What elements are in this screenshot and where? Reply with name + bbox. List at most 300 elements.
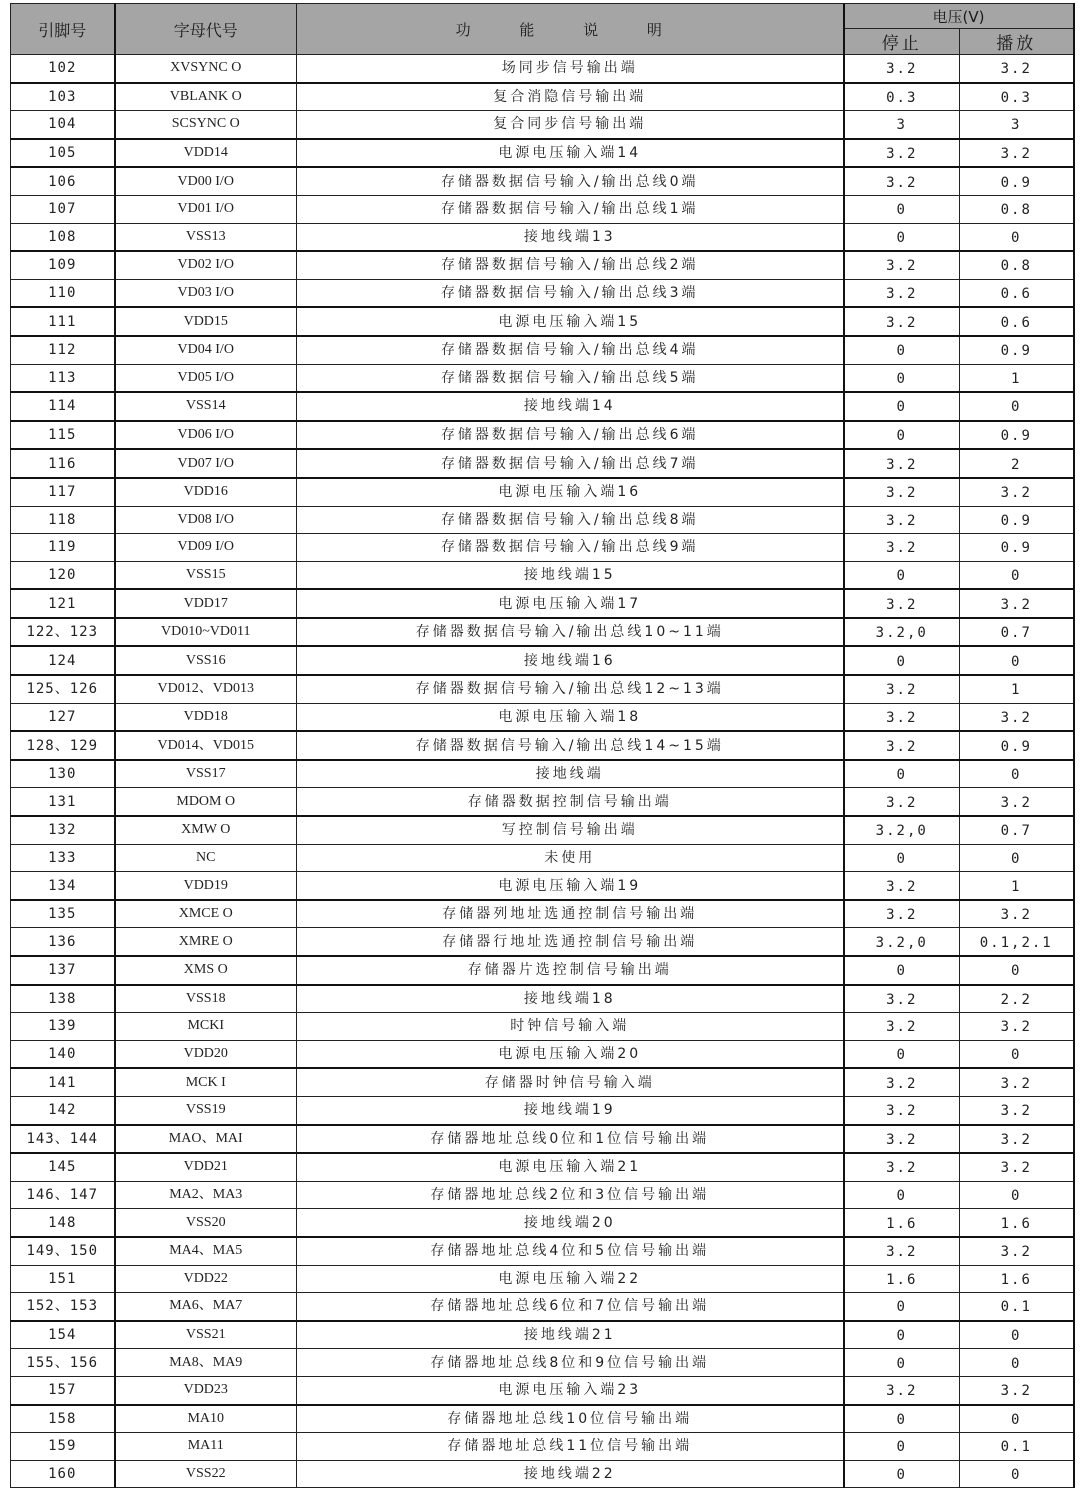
letter-code-cell: VSS19 <box>115 1096 297 1124</box>
pin-number-cell: 121 <box>11 589 115 618</box>
voltage-play-cell: 1 <box>960 364 1074 392</box>
voltage-play-cell: 3.2 <box>960 1153 1074 1181</box>
function-description-cell: 未使用 <box>297 844 844 872</box>
letter-code-cell: VD012、VD013 <box>115 675 297 703</box>
letter-code-cell: VSS21 <box>115 1321 297 1349</box>
pin-number-cell: 113 <box>11 364 115 392</box>
voltage-stop-cell: 0 <box>844 760 960 788</box>
pin-number-cell: 142 <box>11 1096 115 1124</box>
voltage-stop-cell: 0 <box>844 1433 960 1461</box>
voltage-play-cell: 0 <box>960 1040 1074 1068</box>
voltage-stop-cell: 3.2 <box>844 1013 960 1041</box>
voltage-play-cell: 3.2 <box>960 139 1074 168</box>
pin-number-cell: 145 <box>11 1153 115 1181</box>
letter-code-cell: MA10 <box>115 1405 297 1433</box>
voltage-play-cell: 1 <box>960 675 1074 703</box>
letter-code-cell: VBLANK O <box>115 83 297 111</box>
table-row <box>11 392 1074 421</box>
function-description-cell: 存储器数据信号输入/输出总线14~15端 <box>297 731 844 760</box>
function-description-cell: 接地线端21 <box>297 1321 844 1349</box>
function-description-cell: 存储器数据信号输入/输出总线9端 <box>297 534 844 562</box>
letter-code-cell: XVSYNC O <box>115 55 297 83</box>
header-function: 功 能 说 明 <box>297 4 844 55</box>
table-row <box>11 336 1074 364</box>
pin-function-table <box>10 3 1075 1488</box>
table-row <box>11 956 1074 985</box>
letter-code-cell: VD014、VD015 <box>115 731 297 760</box>
function-description-cell: 电源电压输入端14 <box>297 139 844 168</box>
pin-number-cell: 104 <box>11 111 115 139</box>
voltage-stop-cell: 3.2 <box>844 731 960 760</box>
voltage-play-cell: 1.6 <box>960 1265 1074 1293</box>
function-description-cell: 存储器地址总线6位和7位信号输出端 <box>297 1293 844 1321</box>
function-description-cell: 存储器片选控制信号输出端 <box>297 956 844 985</box>
pin-number-cell: 130 <box>11 760 115 788</box>
letter-code-cell: VSS13 <box>115 223 297 251</box>
letter-code-cell: VDD23 <box>115 1376 297 1404</box>
pin-number-cell: 119 <box>11 534 115 562</box>
function-description-cell: 接地线端22 <box>297 1460 844 1488</box>
voltage-play-cell: 2.2 <box>960 985 1074 1013</box>
function-description-cell: 电源电压输入端20 <box>297 1040 844 1068</box>
pin-number-cell: 118 <box>11 506 115 534</box>
letter-code-cell: XMS O <box>115 956 297 985</box>
voltage-play-cell: 0.8 <box>960 251 1074 279</box>
table-row <box>11 1433 1074 1461</box>
table-row <box>11 506 1074 534</box>
letter-code-cell: VDD15 <box>115 307 297 336</box>
voltage-play-cell: 0 <box>960 1181 1074 1209</box>
voltage-stop-cell: 0 <box>844 561 960 589</box>
voltage-stop-cell: 0 <box>844 336 960 364</box>
voltage-play-cell: 0.7 <box>960 618 1074 647</box>
header-voltage: 电压(V) <box>844 4 1074 29</box>
table-row <box>11 55 1074 83</box>
pin-number-cell: 105 <box>11 139 115 168</box>
pin-number-cell: 124 <box>11 646 115 675</box>
voltage-stop-cell: 3.2 <box>844 251 960 279</box>
pin-function-table-container <box>10 3 1073 1488</box>
table-row <box>11 900 1074 928</box>
letter-code-cell: XMCE O <box>115 900 297 928</box>
function-description-cell: 复合消隐信号输出端 <box>297 83 844 111</box>
voltage-play-cell: 0.1 <box>960 1293 1074 1321</box>
voltage-stop-cell: 0 <box>844 223 960 251</box>
function-description-cell: 存储器地址总线2位和3位信号输出端 <box>297 1181 844 1209</box>
table-row <box>11 1125 1074 1154</box>
voltage-play-cell: 3.2 <box>960 589 1074 618</box>
pin-number-cell: 157 <box>11 1376 115 1404</box>
function-description-cell: 存储器数据信号输入/输出总线8端 <box>297 506 844 534</box>
voltage-stop-cell: 1.6 <box>844 1209 960 1237</box>
table-row <box>11 561 1074 589</box>
letter-code-cell: VDD16 <box>115 478 297 506</box>
voltage-play-cell: 0 <box>960 1460 1074 1488</box>
pin-number-cell: 106 <box>11 167 115 195</box>
table-row <box>11 816 1074 844</box>
table-row <box>11 1349 1074 1377</box>
function-description-cell: 存储器数据信号输入/输出总线0端 <box>297 167 844 195</box>
pin-number-cell: 110 <box>11 279 115 307</box>
voltage-play-cell: 3.2 <box>960 788 1074 816</box>
pin-number-cell: 103 <box>11 83 115 111</box>
voltage-play-cell: 0.9 <box>960 421 1074 450</box>
voltage-stop-cell: 0 <box>844 392 960 421</box>
voltage-play-cell: 0.6 <box>960 307 1074 336</box>
function-description-cell: 接地线端14 <box>297 392 844 421</box>
letter-code-cell: VSS20 <box>115 1209 297 1237</box>
voltage-play-cell: 3.2 <box>960 1068 1074 1096</box>
voltage-stop-cell: 3.2 <box>844 1153 960 1181</box>
table-row <box>11 83 1074 111</box>
table-row <box>11 985 1074 1013</box>
pin-number-cell: 108 <box>11 223 115 251</box>
function-description-cell: 电源电压输入端16 <box>297 478 844 506</box>
pin-number-cell: 127 <box>11 703 115 731</box>
function-description-cell: 电源电压输入端18 <box>297 703 844 731</box>
function-description-cell: 电源电压输入端17 <box>297 589 844 618</box>
voltage-play-cell: 0 <box>960 561 1074 589</box>
table-row <box>11 589 1074 618</box>
table-row <box>11 279 1074 307</box>
function-description-cell: 复合同步信号输出端 <box>297 111 844 139</box>
pin-number-cell: 155、156 <box>11 1349 115 1377</box>
table-row <box>11 449 1074 478</box>
table-row <box>11 307 1074 336</box>
table-row <box>11 1237 1074 1265</box>
table-row <box>11 534 1074 562</box>
voltage-stop-cell: 3 <box>844 111 960 139</box>
letter-code-cell: MCK I <box>115 1068 297 1096</box>
pin-number-cell: 146、147 <box>11 1181 115 1209</box>
table-row <box>11 1376 1074 1404</box>
pin-number-cell: 125、126 <box>11 675 115 703</box>
voltage-stop-cell: 3.2 <box>844 1096 960 1124</box>
voltage-stop-cell: 0 <box>844 1321 960 1349</box>
function-description-cell: 存储器地址总线10位信号输出端 <box>297 1405 844 1433</box>
pin-number-cell: 116 <box>11 449 115 478</box>
table-row <box>11 195 1074 223</box>
voltage-stop-cell: 3.2 <box>844 1376 960 1404</box>
table-body <box>11 55 1074 1488</box>
table-row <box>11 251 1074 279</box>
voltage-stop-cell: 0 <box>844 195 960 223</box>
pin-number-cell: 160 <box>11 1460 115 1488</box>
pin-number-cell: 154 <box>11 1321 115 1349</box>
voltage-play-cell: 0 <box>960 1349 1074 1377</box>
pin-number-cell: 115 <box>11 421 115 450</box>
voltage-play-cell: 0.6 <box>960 279 1074 307</box>
function-description-cell: 电源电压输入端21 <box>297 1153 844 1181</box>
voltage-stop-cell: 1.6 <box>844 1265 960 1293</box>
voltage-play-cell: 3.2 <box>960 703 1074 731</box>
pin-number-cell: 137 <box>11 956 115 985</box>
pin-number-cell: 132 <box>11 816 115 844</box>
pin-number-cell: 140 <box>11 1040 115 1068</box>
function-description-cell: 电源电压输入端15 <box>297 307 844 336</box>
letter-code-cell: VD04 I/O <box>115 336 297 364</box>
voltage-play-cell: 1 <box>960 872 1074 900</box>
table-row <box>11 1405 1074 1433</box>
pin-number-cell: 158 <box>11 1405 115 1433</box>
voltage-stop-cell: 0 <box>844 421 960 450</box>
function-description-cell: 时钟信号输入端 <box>297 1013 844 1041</box>
letter-code-cell: VDD18 <box>115 703 297 731</box>
function-description-cell: 存储器行地址选通控制信号输出端 <box>297 928 844 956</box>
function-description-cell: 接地线端20 <box>297 1209 844 1237</box>
function-description-cell: 接地线端 <box>297 760 844 788</box>
voltage-play-cell: 0.9 <box>960 506 1074 534</box>
function-description-cell: 存储器地址总线4位和5位信号输出端 <box>297 1237 844 1265</box>
pin-number-cell: 141 <box>11 1068 115 1096</box>
voltage-stop-cell: 0 <box>844 1040 960 1068</box>
pin-number-cell: 120 <box>11 561 115 589</box>
table-row <box>11 1040 1074 1068</box>
voltage-play-cell: 3.2 <box>960 1376 1074 1404</box>
voltage-play-cell: 3.2 <box>960 1125 1074 1154</box>
pin-number-cell: 107 <box>11 195 115 223</box>
voltage-play-cell: 2 <box>960 449 1074 478</box>
voltage-stop-cell: 3.2 <box>844 1068 960 1096</box>
pin-number-cell: 112 <box>11 336 115 364</box>
function-description-cell: 存储器数据信号输入/输出总线12~13端 <box>297 675 844 703</box>
pin-number-cell: 128、129 <box>11 731 115 760</box>
letter-code-cell: VSS18 <box>115 985 297 1013</box>
function-description-cell: 存储器数据信号输入/输出总线6端 <box>297 421 844 450</box>
table-row <box>11 731 1074 760</box>
voltage-stop-cell: 3.2 <box>844 703 960 731</box>
voltage-stop-cell: 0 <box>844 1181 960 1209</box>
voltage-play-cell: 3.2 <box>960 1013 1074 1041</box>
letter-code-cell: VSS14 <box>115 392 297 421</box>
voltage-stop-cell: 3.2 <box>844 478 960 506</box>
letter-code-cell: VD07 I/O <box>115 449 297 478</box>
pin-number-cell: 151 <box>11 1265 115 1293</box>
function-description-cell: 接地线端13 <box>297 223 844 251</box>
voltage-play-cell: 0 <box>960 223 1074 251</box>
pin-number-cell: 159 <box>11 1433 115 1461</box>
letter-code-cell: VSS17 <box>115 760 297 788</box>
letter-code-cell: MCKI <box>115 1013 297 1041</box>
function-description-cell: 存储器数据信号输入/输出总线4端 <box>297 336 844 364</box>
table-row <box>11 1460 1074 1488</box>
pin-number-cell: 149、150 <box>11 1237 115 1265</box>
table-row <box>11 788 1074 816</box>
voltage-stop-cell: 3.2 <box>844 167 960 195</box>
voltage-stop-cell: 0 <box>844 844 960 872</box>
table-row <box>11 928 1074 956</box>
letter-code-cell: MAO、MAI <box>115 1125 297 1154</box>
letter-code-cell: MDOM O <box>115 788 297 816</box>
table-row <box>11 223 1074 251</box>
table-row <box>11 760 1074 788</box>
function-description-cell: 存储器地址总线0位和1位信号输出端 <box>297 1125 844 1154</box>
function-description-cell: 接地线端18 <box>297 985 844 1013</box>
voltage-stop-cell: 0 <box>844 1460 960 1488</box>
voltage-play-cell: 0 <box>960 1321 1074 1349</box>
letter-code-cell: VDD14 <box>115 139 297 168</box>
voltage-stop-cell: 3.2,0 <box>844 928 960 956</box>
header-play: 播放 <box>960 29 1074 55</box>
function-description-cell: 存储器数据信号输入/输出总线7端 <box>297 449 844 478</box>
pin-number-cell: 138 <box>11 985 115 1013</box>
voltage-play-cell: 0.8 <box>960 195 1074 223</box>
letter-code-cell: VD00 I/O <box>115 167 297 195</box>
table-row <box>11 1013 1074 1041</box>
letter-code-cell: MA4、MA5 <box>115 1237 297 1265</box>
letter-code-cell: VD03 I/O <box>115 279 297 307</box>
voltage-stop-cell: 0 <box>844 1349 960 1377</box>
voltage-stop-cell: 3.2 <box>844 449 960 478</box>
letter-code-cell: VD02 I/O <box>115 251 297 279</box>
voltage-stop-cell: 0.3 <box>844 83 960 111</box>
table-row <box>11 1068 1074 1096</box>
letter-code-cell: VDD20 <box>115 1040 297 1068</box>
voltage-play-cell: 3.2 <box>960 478 1074 506</box>
table-row <box>11 703 1074 731</box>
table-row <box>11 675 1074 703</box>
pin-number-cell: 148 <box>11 1209 115 1237</box>
function-description-cell: 存储器数据信号输入/输出总线5端 <box>297 364 844 392</box>
function-description-cell: 存储器列地址选通控制信号输出端 <box>297 900 844 928</box>
table-row <box>11 872 1074 900</box>
voltage-play-cell: 0.9 <box>960 534 1074 562</box>
voltage-play-cell: 0.9 <box>960 336 1074 364</box>
function-description-cell: 接地线端19 <box>297 1096 844 1124</box>
voltage-play-cell: 3.2 <box>960 1237 1074 1265</box>
table-row <box>11 1293 1074 1321</box>
voltage-play-cell: 0.9 <box>960 731 1074 760</box>
voltage-play-cell: 0.1 <box>960 1433 1074 1461</box>
table-row <box>11 1265 1074 1293</box>
voltage-stop-cell: 3.2 <box>844 985 960 1013</box>
letter-code-cell: VD05 I/O <box>115 364 297 392</box>
pin-number-cell: 134 <box>11 872 115 900</box>
letter-code-cell: VDD19 <box>115 872 297 900</box>
header-stop: 停止 <box>844 29 960 55</box>
table-row <box>11 421 1074 450</box>
pin-number-cell: 102 <box>11 55 115 83</box>
voltage-play-cell: 0.1,2.1 <box>960 928 1074 956</box>
pin-number-cell: 135 <box>11 900 115 928</box>
table-row <box>11 1153 1074 1181</box>
voltage-play-cell: 0 <box>960 760 1074 788</box>
voltage-play-cell: 0 <box>960 392 1074 421</box>
header-pin: 引脚号 <box>11 4 115 55</box>
table-row <box>11 1096 1074 1124</box>
letter-code-cell: SCSYNC O <box>115 111 297 139</box>
voltage-stop-cell: 3.2 <box>844 675 960 703</box>
voltage-stop-cell: 0 <box>844 364 960 392</box>
function-description-cell: 存储器数据信号输入/输出总线10~11端 <box>297 618 844 647</box>
function-description-cell: 电源电压输入端22 <box>297 1265 844 1293</box>
table-row <box>11 1181 1074 1209</box>
pin-number-cell: 136 <box>11 928 115 956</box>
voltage-stop-cell: 3.2 <box>844 589 960 618</box>
voltage-stop-cell: 3.2,0 <box>844 816 960 844</box>
voltage-stop-cell: 3.2 <box>844 139 960 168</box>
table-row <box>11 618 1074 647</box>
voltage-play-cell: 0 <box>960 1405 1074 1433</box>
function-description-cell: 存储器地址总线8位和9位信号输出端 <box>297 1349 844 1377</box>
letter-code-cell: MA11 <box>115 1433 297 1461</box>
table-row <box>11 364 1074 392</box>
letter-code-cell: MA8、MA9 <box>115 1349 297 1377</box>
letter-code-cell: VSS22 <box>115 1460 297 1488</box>
table-row <box>11 111 1074 139</box>
pin-number-cell: 133 <box>11 844 115 872</box>
pin-number-cell: 131 <box>11 788 115 816</box>
function-description-cell: 存储器地址总线11位信号输出端 <box>297 1433 844 1461</box>
voltage-stop-cell: 3.2 <box>844 506 960 534</box>
voltage-stop-cell: 3.2 <box>844 279 960 307</box>
voltage-stop-cell: 3.2,0 <box>844 618 960 647</box>
pin-number-cell: 143、144 <box>11 1125 115 1154</box>
header-row <box>11 4 1074 29</box>
voltage-play-cell: 0 <box>960 844 1074 872</box>
voltage-stop-cell: 0 <box>844 1405 960 1433</box>
voltage-play-cell: 0.7 <box>960 816 1074 844</box>
pin-number-cell: 139 <box>11 1013 115 1041</box>
table-row <box>11 646 1074 675</box>
table-row <box>11 1321 1074 1349</box>
pin-number-cell: 152、153 <box>11 1293 115 1321</box>
pin-number-cell: 109 <box>11 251 115 279</box>
voltage-play-cell: 3.2 <box>960 1096 1074 1124</box>
voltage-stop-cell: 3.2 <box>844 534 960 562</box>
function-description-cell: 场同步信号输出端 <box>297 55 844 83</box>
function-description-cell: 接地线端15 <box>297 561 844 589</box>
voltage-stop-cell: 3.2 <box>844 307 960 336</box>
letter-code-cell: VD06 I/O <box>115 421 297 450</box>
function-description-cell: 电源电压输入端23 <box>297 1376 844 1404</box>
table-row <box>11 844 1074 872</box>
letter-code-cell: VSS15 <box>115 561 297 589</box>
letter-code-cell: VD08 I/O <box>115 506 297 534</box>
letter-code-cell: NC <box>115 844 297 872</box>
letter-code-cell: XMW O <box>115 816 297 844</box>
voltage-stop-cell: 3.2 <box>844 1237 960 1265</box>
voltage-stop-cell: 0 <box>844 956 960 985</box>
voltage-play-cell: 0.9 <box>960 167 1074 195</box>
table-row <box>11 1209 1074 1237</box>
letter-code-cell: VD010~VD011 <box>115 618 297 647</box>
letter-code-cell: VDD22 <box>115 1265 297 1293</box>
function-description-cell: 电源电压输入端19 <box>297 872 844 900</box>
voltage-stop-cell: 3.2 <box>844 900 960 928</box>
voltage-play-cell: 0.3 <box>960 83 1074 111</box>
function-description-cell: 存储器数据信号输入/输出总线2端 <box>297 251 844 279</box>
letter-code-cell: VDD17 <box>115 589 297 618</box>
voltage-stop-cell: 3.2 <box>844 872 960 900</box>
voltage-stop-cell: 0 <box>844 646 960 675</box>
function-description-cell: 存储器数据信号输入/输出总线3端 <box>297 279 844 307</box>
voltage-play-cell: 0 <box>960 956 1074 985</box>
header-code: 字母代号 <box>115 4 297 55</box>
letter-code-cell: MA2、MA3 <box>115 1181 297 1209</box>
letter-code-cell: XMRE O <box>115 928 297 956</box>
pin-number-cell: 114 <box>11 392 115 421</box>
pin-number-cell: 117 <box>11 478 115 506</box>
pin-number-cell: 122、123 <box>11 618 115 647</box>
function-description-cell: 存储器数据信号输入/输出总线1端 <box>297 195 844 223</box>
voltage-play-cell: 3 <box>960 111 1074 139</box>
voltage-stop-cell: 3.2 <box>844 55 960 83</box>
letter-code-cell: VSS16 <box>115 646 297 675</box>
table-row <box>11 167 1074 195</box>
voltage-play-cell: 0 <box>960 646 1074 675</box>
table-row <box>11 478 1074 506</box>
